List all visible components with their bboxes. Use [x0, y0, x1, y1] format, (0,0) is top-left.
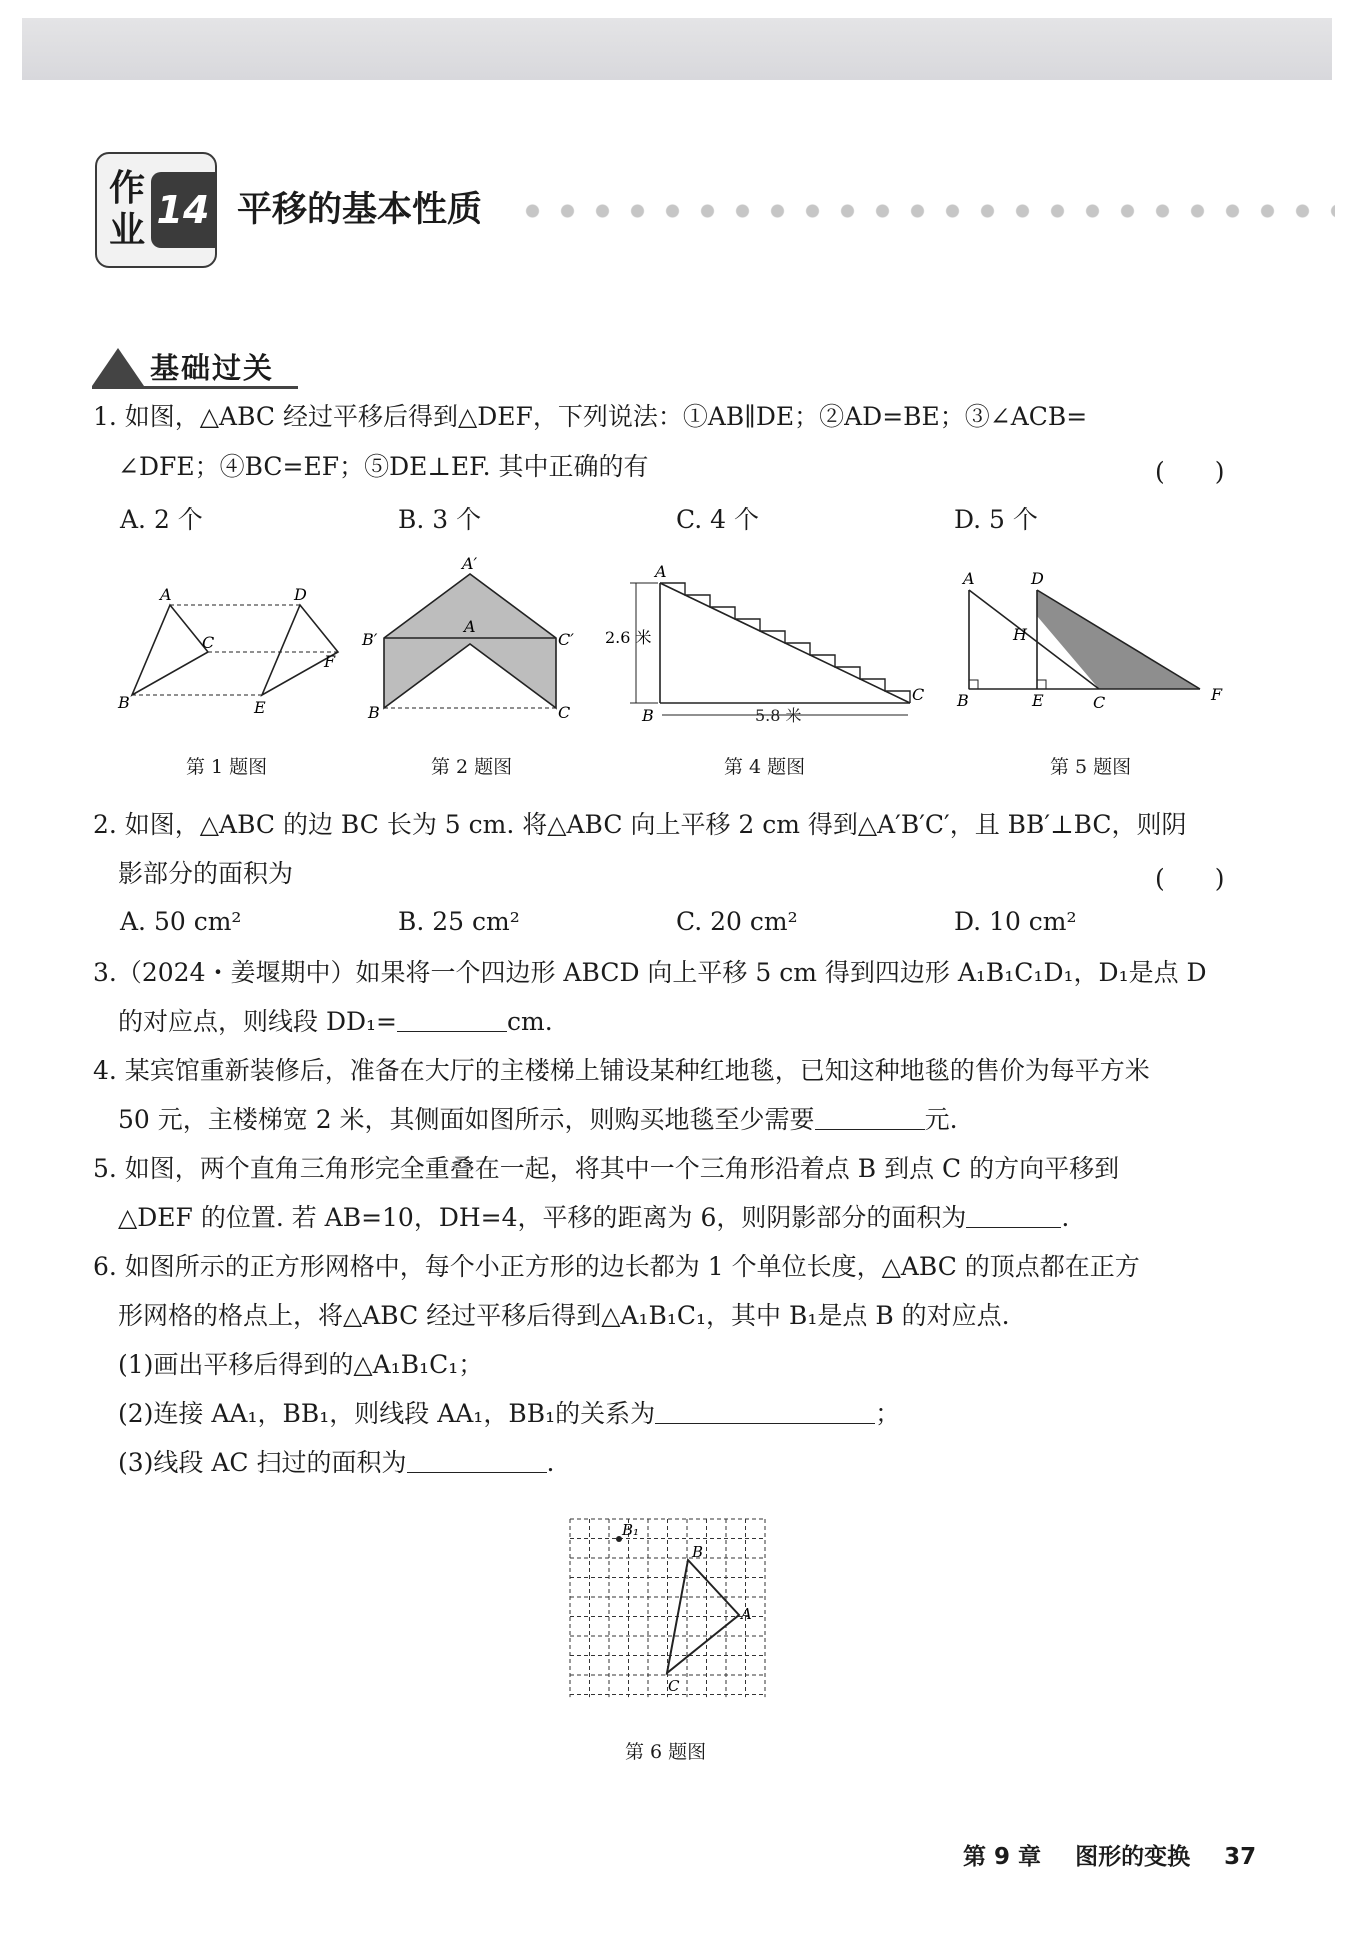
- q4-line1: 4. 某宾馆重新装修后，准备在大厅的主楼梯上铺设某种红地毯，已知这种地毯的售价为每平方米: [93, 1056, 1150, 1085]
- fig2-label-b: B: [368, 703, 380, 722]
- fig5-label-a: A: [963, 569, 975, 588]
- fig5-label-d: D: [1031, 569, 1044, 588]
- fig2-caption: 第 2 题图: [431, 756, 513, 778]
- q5-answer-blank[interactable]: [966, 1201, 1061, 1228]
- fig6-label-b: B: [692, 1543, 704, 1561]
- fig6-label-c: C: [668, 1677, 680, 1695]
- fig4-height: 2.6 米: [605, 628, 652, 647]
- fig1-label-c: C: [202, 633, 215, 652]
- fig6-label-a: A: [741, 1605, 752, 1623]
- fig2-label-b-prime: B′: [362, 630, 378, 649]
- q1-answer-paren[interactable]: ( ): [1155, 457, 1225, 486]
- badge-text: 作 业: [109, 168, 146, 251]
- lesson-header: [95, 152, 1335, 272]
- q6-sub2-end: ；: [875, 1399, 901, 1428]
- q2-line2: 影部分的面积为: [118, 859, 294, 888]
- q3-line1: 3.（2024・姜堰期中）如果将一个四边形 ABCD 向上平移 5 cm 得到四边形 A₁B₁C₁D₁，D₁是点 D: [93, 958, 1207, 987]
- fig4-label-c: C: [912, 685, 925, 704]
- q3-line2-text: 的对应点，则线段 DD₁=: [118, 1007, 398, 1036]
- figure-2: [360, 552, 590, 722]
- top-band: [22, 18, 1332, 80]
- fig1-label-e: E: [254, 698, 266, 717]
- fig1-label-d: D: [294, 585, 307, 604]
- fig5-label-b: B: [957, 691, 969, 710]
- q6-sub2: [118, 1397, 900, 1431]
- page-number: 37: [1224, 1844, 1257, 1870]
- fig6-caption: 第 6 题图: [625, 1741, 707, 1763]
- figure-4: [600, 555, 935, 725]
- q2-option-b[interactable]: B. 25 cm²: [398, 907, 520, 936]
- q6-sub3-end: .: [546, 1448, 555, 1477]
- q4-answer-blank[interactable]: [815, 1103, 925, 1130]
- q6-line2: 形网格的格点上，将△ABC 经过平移后得到△A₁B₁C₁，其中 B₁是点 B 的对应点.: [118, 1301, 1010, 1330]
- q1-option-c[interactable]: C. 4 个: [676, 505, 759, 534]
- fig5-caption: 第 5 题图: [1050, 756, 1132, 778]
- q2-option-c[interactable]: C. 20 cm²: [676, 907, 798, 936]
- fig6-label-b1: B₁: [622, 1521, 640, 1539]
- q6-sub3-text: (3)线段 AC 扫过的面积为: [118, 1448, 407, 1477]
- fig1-caption: 第 1 题图: [186, 756, 268, 778]
- section-underline: [92, 386, 298, 389]
- q2-option-a[interactable]: A. 50 cm²: [120, 907, 242, 936]
- fig5-label-f: F: [1211, 685, 1223, 704]
- q1-option-d[interactable]: D. 5 个: [954, 505, 1038, 534]
- fig1-label-b: B: [118, 693, 130, 712]
- fig5-label-h: H: [1013, 625, 1027, 644]
- page-footer: [963, 1838, 1256, 1871]
- q1-option-a[interactable]: A. 2 个: [120, 505, 203, 534]
- fig4-label-b: B: [642, 706, 654, 725]
- dot-rule: [515, 204, 1335, 218]
- fig2-label-c: C: [558, 703, 571, 722]
- q6-sub1: (1)画出平移后得到的△A₁B₁C₁；: [118, 1350, 484, 1379]
- q6-sub2-blank[interactable]: [655, 1397, 875, 1424]
- q6-sub3: [118, 1446, 554, 1480]
- footer-title: 图形的变换: [1075, 1844, 1191, 1870]
- q2-option-d[interactable]: D. 10 cm²: [954, 907, 1077, 936]
- footer-chapter: 第 9 章: [963, 1844, 1042, 1870]
- fig1-label-a: A: [160, 585, 172, 604]
- q3-unit: cm.: [507, 1007, 553, 1036]
- q4-line2: [118, 1103, 958, 1137]
- q1-option-b[interactable]: B. 3 个: [398, 505, 482, 534]
- q6-sub3-blank[interactable]: [407, 1446, 547, 1473]
- lesson-badge: [95, 152, 217, 268]
- mountain-icon: [92, 348, 144, 386]
- q5-line2: [118, 1201, 1069, 1235]
- q1-line1: 1. 如图，△ABC 经过平移后得到△DEF，下列说法：①AB∥DE；②AD=BE；③∠ACB=: [93, 402, 1088, 431]
- q3-line2: [118, 1005, 553, 1039]
- q2-line1: 2. 如图，△ABC 的边 BC 长为 5 cm. 将△ABC 向上平移 2 cm 得到△A′B′C′，且 BB′⊥BC，则阴: [93, 810, 1187, 839]
- section-heading: [92, 340, 302, 390]
- figure-5: [955, 560, 1235, 720]
- fig4-width: 5.8 米: [755, 706, 802, 725]
- q6-sub2-text: (2)连接 AA₁，BB₁，则线段 AA₁，BB₁的关系为: [118, 1399, 656, 1428]
- fig5-label-c: C: [1093, 693, 1106, 712]
- lesson-title: 平移的基本性质: [237, 190, 483, 230]
- fig1-label-f: F: [324, 652, 336, 671]
- fig4-caption: 第 4 题图: [724, 756, 806, 778]
- q1-line2: ∠DFE；④BC=EF；⑤DE⊥EF. 其中正确的有: [118, 452, 649, 481]
- q5-period: .: [1061, 1203, 1070, 1232]
- badge-number: 14: [151, 172, 215, 248]
- fig2-label-a: A: [464, 617, 476, 636]
- q6-line1: 6. 如图所示的正方形网格中，每个小正方形的边长都为 1 个单位长度，△ABC 的顶点都在正方: [93, 1252, 1140, 1281]
- fig5-label-e: E: [1032, 691, 1044, 710]
- q3-answer-blank[interactable]: [397, 1005, 507, 1032]
- figure-1: [110, 580, 350, 720]
- fig2-label-c-prime: C′: [558, 630, 574, 649]
- q5-line1: 5. 如图，两个直角三角形完全重叠在一起，将其中一个三角形沿着点 B 到点 C 的方向平移到: [93, 1154, 1120, 1183]
- q4-line2-text: 50 元，主楼梯宽 2 米，其侧面如图所示，则购买地毯至少需要: [118, 1105, 815, 1134]
- q5-line2-text: △DEF 的位置. 若 AB=10，DH=4，平移的距离为 6，则阴影部分的面积为: [118, 1203, 967, 1232]
- fig4-label-a: A: [655, 562, 667, 581]
- figure-6-grid[interactable]: [560, 1505, 775, 1705]
- q2-answer-paren[interactable]: ( ): [1155, 864, 1225, 893]
- section-label: 基础过关: [150, 351, 275, 385]
- q4-unit: 元.: [924, 1105, 958, 1134]
- fig2-label-a-prime: A′: [462, 554, 478, 573]
